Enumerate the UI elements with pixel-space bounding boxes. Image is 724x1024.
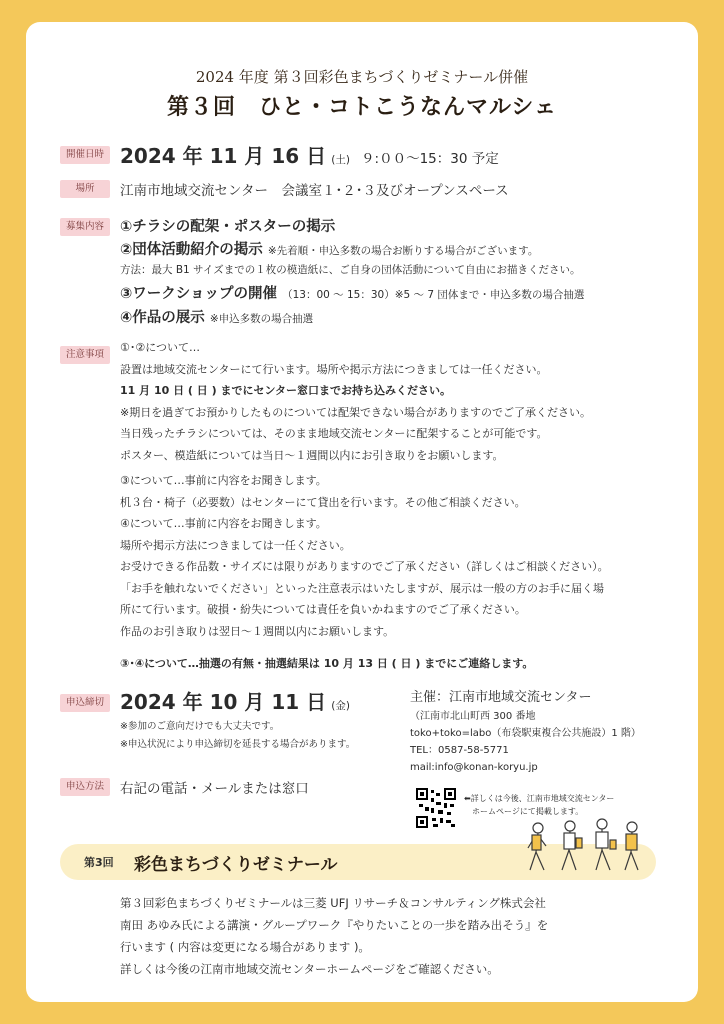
deadline-main: 2024 年 10 月 11 日 — [120, 690, 327, 714]
flyer-card — [26, 22, 698, 1002]
organizer-tel: TEL：0587-58-5771 — [410, 745, 509, 756]
notes-line: 机３台・椅子（必要数）はセンターにて貸出を行います。その他ご相談ください。 — [120, 495, 526, 509]
seminar-line: 行います ( 内容は変更になる場合があります )。 — [120, 940, 370, 954]
deadline-weekday: (金) — [331, 700, 350, 712]
recruit-item2-title: ②団体活動紹介の掲示 — [120, 242, 263, 258]
notes-line: 所にて行います。破損・紛失については責任を負いかねますのでご了承ください。 — [120, 603, 526, 616]
recruit-item3-title: ③ワークショップの開催 — [120, 286, 277, 302]
notes-line: ポスター、模造紙については当日～１週間以内にお引き取りをお願いします。 — [120, 448, 504, 462]
seminar-line: 南田 あゆみ氏による講演・グループワーク『やりたいことの一歩を踏み出そう』を — [120, 918, 549, 932]
organizer-title: 主催：江南市地域交流センター — [410, 690, 592, 705]
deadline-date — [120, 686, 350, 715]
notes-line: 作品のお引き取りは翌日～１週間以内にお願いします。 — [120, 624, 395, 638]
qr-note-line: ⬅詳しくは今後、江南市地域交流センター — [464, 794, 615, 803]
notes-block1 — [120, 337, 680, 466]
event-subtitle: 2024 年度 第３回彩色まちづくりゼミナール併催 — [195, 68, 529, 86]
notes-line: ①･②について… — [120, 341, 201, 354]
recruit-item4 — [120, 306, 313, 327]
date-main: 2024 年 11 月 16 日 — [120, 144, 327, 168]
seminar-title: 彩色まちづくりゼミナール — [134, 855, 338, 875]
event-date — [120, 140, 499, 169]
notes-line: 場所や掲示方法につきましては一任ください。 — [120, 538, 351, 552]
qr-code[interactable] — [416, 788, 456, 828]
label-deadline: 申込締切 — [60, 694, 110, 712]
organizer-addr: （江南市北山町西 300 番地 — [410, 711, 536, 722]
event-title: 第３回 ひと・コトこうなんマルシェ — [166, 94, 557, 120]
notes-line: ③について…事前に内容をお聞きします。 — [120, 474, 327, 487]
notes-line: お受けできる作品数・サイズには限りがありますのでご了承ください（詳しくはご相談ください）。 — [120, 560, 609, 573]
recruit-item3-note: （13：00 ～ 15：30）※5 ～ 7 団体まで・申込多数の場合抽選 — [282, 289, 585, 301]
qr-note — [464, 792, 614, 818]
notes-line-deadline: 11 月 10 日 ( 日 ) までにセンター窓口までお持ち込みください。 — [120, 384, 452, 397]
notes-block2 — [120, 470, 680, 642]
date-weekday: (土) — [331, 154, 350, 166]
label-date: 開催日時 — [60, 146, 110, 164]
label-recruit: 募集内容 — [60, 218, 110, 236]
recruit-item2-note: ※先着順・申込多数の場合お断りする場合がございます。 — [267, 245, 539, 257]
label-venue: 場所 — [60, 180, 110, 198]
recruit-item2 — [120, 238, 538, 259]
date-time: ９:００～15：30 予定 — [361, 151, 499, 167]
notes-line: 設置は地域交流センターにて行います。場所や掲示方法につきましては一任ください。 — [120, 362, 548, 376]
recruit-item4-note: ※申込多数の場合抽選 — [209, 313, 314, 325]
label-apply: 申込方法 — [60, 778, 110, 796]
seminar-line: 第３回彩色まちづくりゼミナールは三菱 UFJ リサーチ＆コンサルティング株式会社 — [120, 896, 546, 910]
recruit-item2-method: 方法：最大 B1 サイズまでの１枚の模造紙に、ご自身の団体活動について自由にお描きください。 — [120, 264, 581, 276]
recruit-item1: ①チラシの配架・ポスターの掲示 — [120, 219, 336, 235]
organizer-addr2: toko+toko=labo（布袋駅東複合公共施設）1 階） — [410, 728, 641, 739]
seminar-line: 詳しくは今後の江南市地域交流センターホームページをご確認ください。 — [120, 962, 499, 976]
notes-lottery: ③･④について…抽選の有無・抽選結果は 10 月 13 日 ( 日 ) までにご連絡します。 — [120, 657, 534, 670]
organizer-info — [410, 686, 641, 776]
notes-line: 当日残ったチラシについては、そのまま地域交流センターに配架することが可能です。 — [120, 427, 548, 440]
seminar-tag: 第3回 — [84, 856, 114, 869]
apply-text: 右記の電話・メールまたは窓口 — [120, 781, 309, 797]
deadline-notes — [120, 718, 355, 754]
notes-line: ※期日を過ぎてお預かりしたものについては配架できない場合がありますのでご了承ください。 — [120, 405, 591, 419]
recruit-item4-title: ④作品の展示 — [120, 310, 205, 326]
venue-text: 江南市地域交流センター 会議室１･２･３及びオープンスペース — [120, 183, 509, 199]
organizer-mail: mail:info@konan-koryu.jp — [410, 762, 538, 773]
recruit-item3 — [120, 282, 584, 303]
deadline-note: ※申込状況により申込締切を延長する場合があります。 — [120, 739, 356, 750]
label-notes: 注意事項 — [60, 346, 110, 364]
seminar-description — [120, 892, 548, 980]
qr-note-line: ホームページにて掲載します。 — [472, 807, 584, 816]
notes-line: 「お手を触れないでください」といった注意表示はいたしますが、展示は一般の方のお手に届く場 — [120, 581, 604, 595]
deadline-note: ※参加のご意向だけでも大丈夫です。 — [120, 721, 280, 732]
qr-icon — [416, 788, 456, 828]
walking-people-illustration — [524, 818, 654, 880]
notes-line: ④について…事前に内容をお聞きします。 — [120, 517, 327, 530]
